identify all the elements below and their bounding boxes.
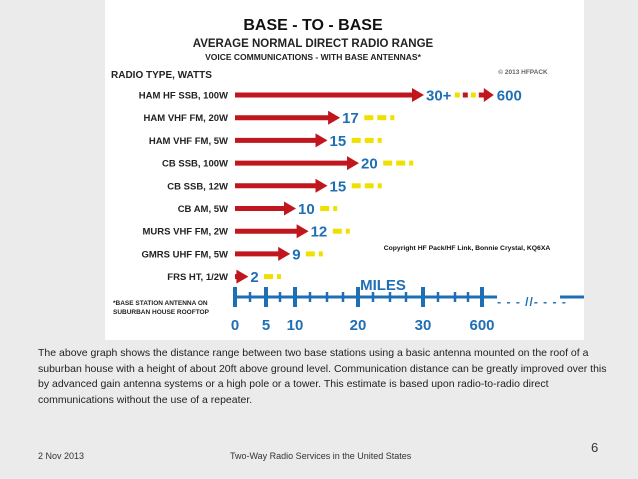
arrowhead	[347, 156, 359, 170]
arrowhead	[316, 133, 328, 147]
tick-label: 5	[261, 317, 271, 334]
arrowhead	[412, 88, 424, 102]
range-dash	[364, 115, 373, 120]
category-label: CB SSB, 100W	[162, 158, 228, 170]
range-dash	[264, 274, 273, 279]
range-dash	[378, 138, 382, 143]
slide-number: 6	[591, 440, 599, 455]
bar-row	[167, 178, 381, 195]
extended-range-label: 600	[496, 87, 522, 105]
range-dash	[365, 138, 374, 143]
category-label: HAM HF SSB, 100W	[138, 90, 228, 102]
category-label: HAM VHF FM, 20W	[143, 113, 228, 125]
range-dash	[320, 206, 329, 211]
category-label: CB SSB, 12W	[167, 181, 228, 193]
range-value-label: 15	[329, 132, 347, 150]
arrowhead	[297, 224, 309, 238]
footer-title: Two-Way Radio Services in the United States	[230, 451, 412, 461]
bar-rows	[139, 88, 522, 287]
footnote-line-2: SUBURBAN HOUSE ROOFTOP	[113, 309, 209, 316]
footnote-line-1: *BASE STATION ANTENNA ON	[113, 300, 208, 307]
slide-caption: The above graph shows the distance range between two base stations using a basic antenna mounted on the roof of a suburban house with a height of about 20ft above ground level. Communication distance can be greatly improved over this by advanced gain antenna systems or a high pole or a tower. This estimate is based upon radio-to-radio direct communications without the use of a repeater.	[38, 347, 607, 406]
footer-date: 2 Nov 2013	[38, 451, 85, 461]
range-dash	[383, 161, 392, 166]
watermark: © 2013 HFPACK	[498, 69, 548, 76]
bar-row	[141, 246, 322, 263]
range-dash	[333, 206, 337, 211]
copyright-note: Copyright HF Pack/HF Link, Bonnie Crystal, KQ6XA	[383, 245, 551, 252]
range-dash	[352, 183, 361, 188]
footnote	[113, 300, 210, 316]
bar-row	[143, 224, 350, 241]
category-label: MURS VHF FM, 2W	[142, 226, 228, 238]
range-value-label: 12	[310, 223, 328, 241]
range-dash	[306, 251, 315, 256]
category-label: HAM VHF FM, 5W	[148, 135, 228, 147]
tick-label: 600	[469, 317, 495, 334]
range-dash	[463, 93, 468, 98]
category-label: CB AM, 5W	[177, 204, 228, 215]
range-dash	[378, 183, 382, 188]
range-dash	[396, 161, 405, 166]
range-dash	[455, 93, 460, 98]
range-value-label: 9	[292, 246, 301, 264]
tick-label: 20	[349, 317, 367, 334]
bar-row	[144, 110, 395, 127]
range-dash	[346, 229, 350, 234]
range-dash	[471, 93, 476, 98]
bar-row	[149, 133, 382, 150]
tick-label: 10	[286, 317, 304, 334]
extension-arrowhead	[484, 88, 494, 102]
chart-subtitle: AVERAGE NORMAL DIRECT RADIO RANGE	[192, 38, 434, 50]
bar-row	[162, 156, 413, 173]
arrowhead	[236, 270, 248, 284]
range-dash	[277, 274, 281, 279]
range-dash	[352, 138, 361, 143]
range-dash	[333, 229, 342, 234]
x-axis-label: MILES	[360, 277, 406, 294]
arrowhead	[284, 202, 296, 216]
category-label: FRS HT, 1/2W	[167, 272, 228, 284]
chart-panel	[105, 0, 584, 340]
arrowhead	[328, 111, 340, 125]
range-dash	[390, 115, 394, 120]
arrowhead	[278, 247, 290, 261]
range-value-label: 17	[342, 110, 359, 128]
arrowhead	[316, 179, 328, 193]
bar-row	[178, 201, 338, 218]
range-value-label: 30+	[426, 87, 452, 105]
tick-label: 0	[230, 317, 240, 334]
bar-row	[139, 88, 522, 105]
tick-label: 30	[414, 317, 432, 334]
axis-break: - - - //- - - -	[497, 295, 567, 309]
range-value-label: 20	[361, 155, 378, 173]
range-value-label: 2	[250, 269, 259, 287]
bar-row	[167, 269, 281, 286]
range-dash	[365, 183, 374, 188]
y-axis-label: RADIO TYPE, WATTS	[111, 70, 212, 81]
range-dash	[377, 115, 386, 120]
range-value-label: 15	[329, 178, 347, 196]
range-dash	[409, 161, 413, 166]
chart-subtitle-2: VOICE COMMUNICATIONS - WITH BASE ANTENNAS*	[205, 52, 421, 62]
range-value-label: 10	[298, 201, 315, 218]
range-dash	[319, 251, 323, 256]
range-chart	[105, 0, 584, 340]
chart-title: BASE - TO - BASE	[243, 17, 383, 34]
category-label: GMRS UHF FM, 5W	[141, 249, 228, 261]
